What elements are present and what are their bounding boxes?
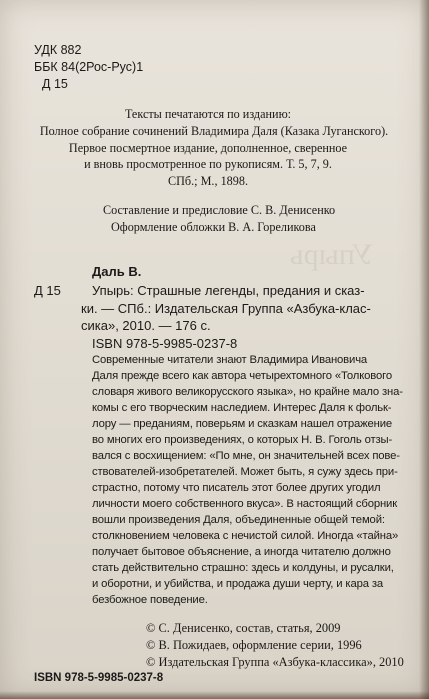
annotation-line: ствователей-изобретателей. Может быть, я сужу здесь при- bbox=[92, 466, 398, 478]
copyright-line: © В. Пожидаев, оформление серии, 1996 bbox=[146, 638, 362, 652]
edition-note-line: Тексты печатаются по изданию: bbox=[124, 107, 292, 121]
annotation-line: безбожное поведение. bbox=[92, 594, 208, 606]
record-title-line: сика», 2010. — 176 с. bbox=[81, 318, 211, 333]
annotation-line: получает бытовое объяснение, а иногда читателю должно bbox=[92, 546, 391, 558]
show-through: Упырь bbox=[290, 238, 374, 271]
edition-note-line: Первое посмертное издание, дополненное, сверенное bbox=[68, 141, 348, 155]
edition-note-line: СПб.; М., 1898. bbox=[167, 174, 248, 188]
copyright-line: © С. Денисенко, состав, статья, 2009 bbox=[146, 621, 341, 635]
annotation-line: и оборотни, и убийства, и продажа души черту, и кара за bbox=[92, 578, 384, 590]
annotation-line: Даля прежде всего как автора четырехтомного «Толкового bbox=[92, 370, 392, 382]
page-bottom-shadow bbox=[0, 691, 429, 699]
edition-note-line: Полное собрание сочинений Владимира Даля (Казака Луганского). bbox=[39, 124, 389, 138]
record-title-line: Упырь: Страшные легенды, предания и сказ- bbox=[92, 283, 365, 298]
udk-code: УДК 882 bbox=[34, 43, 82, 57]
annotation-line: вошли произведения Даля, объединенные общей темой: bbox=[92, 514, 385, 526]
author-mark: Д 15 bbox=[42, 77, 68, 91]
annotation-line: стать действительно страшно: здесь и колдуны, и русалки, bbox=[92, 562, 394, 574]
record-code: Д 15 bbox=[34, 283, 61, 298]
annotation-line: страстно, потому что писатель этот более других угодил bbox=[92, 482, 381, 494]
annotation-line: вался с восхищением: «По мне, он значительней всех пове- bbox=[92, 450, 400, 462]
annotation-line: комы с его творческим наследием. Интерес Даля к фольк- bbox=[92, 402, 392, 414]
record-author: Даль В. bbox=[92, 264, 142, 279]
annotation-line: словаря живого великорусского языка», но крайне мало зна- bbox=[92, 386, 403, 398]
record-isbn: ISBN 978-5-9985-0237-8 bbox=[92, 336, 238, 351]
record-title-line: ки. — СПб.: Издательская Группа «Азбука-клас- bbox=[81, 301, 371, 316]
copyright-line: © Издательская Группа «Азбука-классика», 2010 bbox=[146, 655, 404, 669]
footer-isbn: ISBN 978-5-9985-0237-8 bbox=[34, 672, 164, 684]
annotation-line: Современные читатели знают Владимира Ивановича bbox=[92, 354, 368, 366]
bbk-code: ББК 84(2Рос-Рус)1 bbox=[34, 60, 144, 74]
page-edge-shadow bbox=[419, 0, 429, 699]
cover-credit: Оформление обложки В. А. Гореликова bbox=[111, 220, 316, 234]
annotation-line: личности моего собственного вкуса». В настоящий сборник bbox=[92, 498, 397, 510]
annotation-line: лору — преданиям, поверьям и сказкам нашел отражение bbox=[92, 418, 393, 430]
annotation-line: во многих его произведениях, о которых Н. В. Гоголь отзы- bbox=[92, 434, 393, 446]
edition-note-line: и вновь просмотренное по рукописям. Т. 5, 7, 9. bbox=[84, 157, 332, 171]
compiler-credit: Составление и предисловие С. В. Денисенко bbox=[103, 203, 336, 217]
annotation-line: столкновением человека с нечистой силой. Иногда «тайна» bbox=[92, 530, 399, 542]
